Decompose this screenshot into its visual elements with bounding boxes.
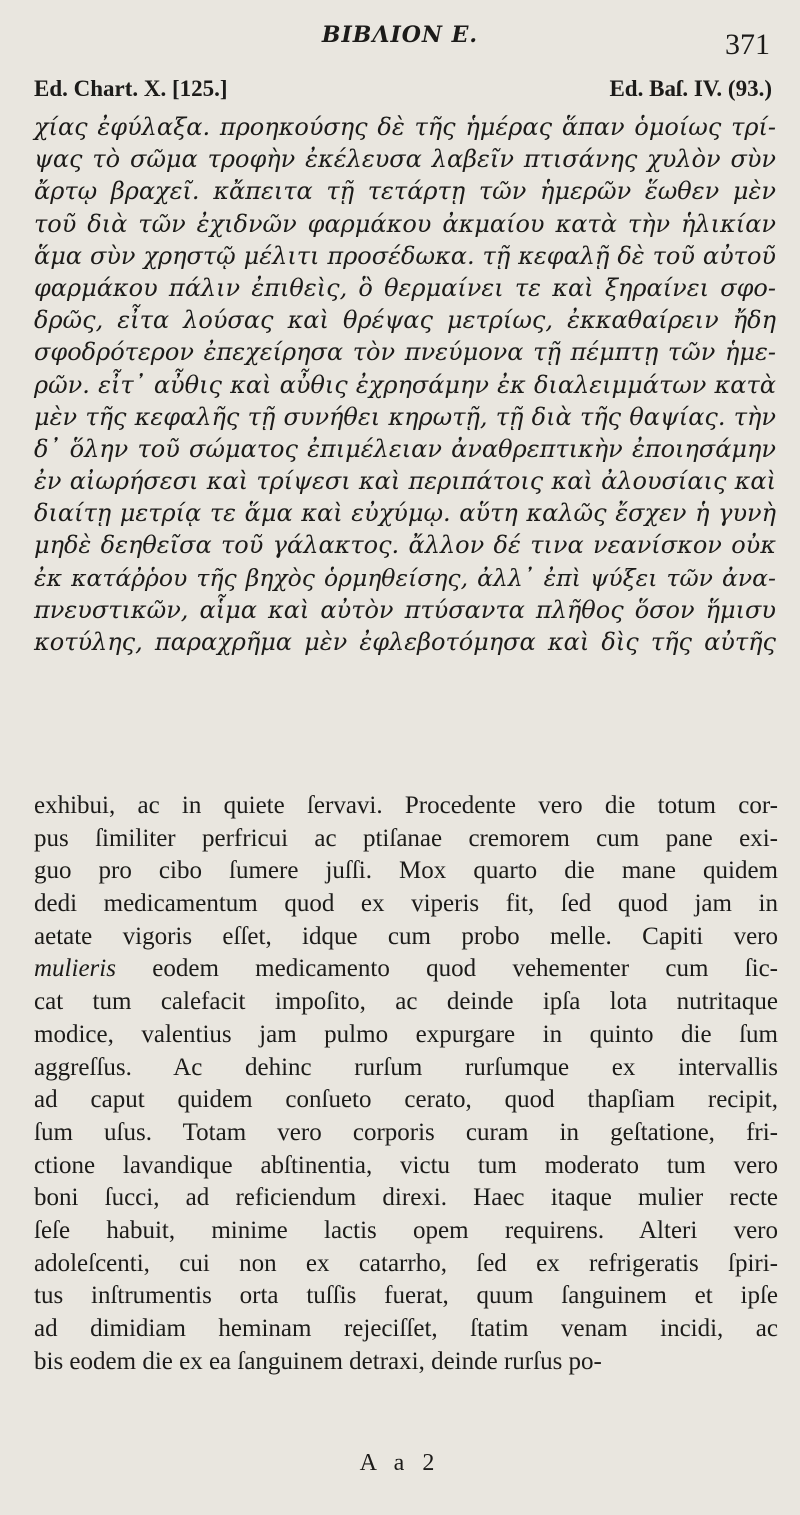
latin-line: ad dimidiam heminam rejeciſſet, ſtatim venam incidi, ac [34,1315,778,1342]
greek-line: ἐν αἰωρήσεσι καὶ τρίψεσι καὶ περιπάτοις καὶ ἀλουσίαις καὶ [34,467,776,496]
greek-line: κοτύλης, παραχρῆμα μὲν ἐφλεβοτόμησα καὶ δὶς τῆς αὐτῆς [34,628,776,656]
greek-line: ἄρτῳ βραχεῖ. κἄπειτα τῇ τετάρτῃ τῶν ἡμερῶν ἕωθεν μὲν [34,177,776,206]
latin-line: tus inſtrumentis orta tuſſis fuerat, quum ſanguinem et ipſe [34,1282,778,1310]
edition-reference-right: Ed. Baſ. IV. (93.) [609,76,772,101]
latin-line: cat tum calefacit impoſito, ac deinde ipſa lota nutritaque [34,988,778,1016]
latin-line: ad caput quidem conſueto cerato, quod thapſiam recipit, [34,1086,778,1114]
edition-reference-left: Ed. Chart. X. [125.] [34,76,228,101]
greek-line: ἐκ κατάῤῥου τῆς βηχὸς ὁρμηθείσης, ἀλλ᾽ ἐπὶ ψύξει τῶν ἀνα- [34,563,776,592]
latin-line: aetate vigoris eſſet, idque cum probo melle. Capiti vero [34,922,778,950]
latin-line: ſum uſus. Totam vero corporis curam in geſtatione, fri- [34,1118,778,1146]
latin-text-block [34,790,778,1378]
latin-line: adoleſcenti, cui non ex catarrho, ſed ex refrigeratis ſpiri- [34,1249,778,1277]
latin-line: guo pro cibo ſumere juſſi. Mox quarto die mane quidem [34,857,778,885]
latin-line: pus ſimiliter perfricui ac ptiſanae cremorem cum pane exi- [34,824,778,852]
greek-line: πνευστικῶν, αἷμα καὶ αὐτὸν πτύσαντα πλῆθος ὅσον ἥμισυ [34,595,776,624]
latin-line: ſeſe habuit, minime lactis opem requirens. Alteri vero [34,1216,778,1244]
page-number: 371 [725,28,770,61]
latin-line: ctione lavandique abſtinentia, victu tum moderato tum vero [34,1151,778,1179]
running-title: ΒΙΒΛΙΟΝ Ε. [321,22,479,48]
greek-line: ἅμα σὺν χρηστῷ μέλιτι προσέδωκα. τῇ κεφαλῇ δὲ τοῦ αὐτοῦ [34,241,776,270]
latin-line: modice, valentius jam pulmo expurgare in quinto die ſum [34,1020,778,1048]
greek-line: μηδὲ δεηθεῖσα τοῦ γάλακτος. ἄλλον δέ τινα νεανίσκον οὐκ [34,531,776,560]
latin-line: dedi medicamentum quod ex viperis fit, ſed quod jam in [34,890,778,918]
italic-word: mulieris [34,955,116,983]
latin-line: exhibui, ac in quiete ſervavi. Procedente vero die totum cor- [34,792,778,819]
greek-line: ρῶν. εἶτ᾽ αὖθις καὶ αὖθις ἐχρησάμην ἐκ διαλειμμάτων κατὰ [34,370,776,399]
greek-line: φαρμάκου πάλιν ἐπιθεὶς, ὃ θερμαίνει τε καὶ ξηραίνει σφο- [34,273,776,302]
greek-line: δ᾽ ὅλην τοῦ σώματος ἐπιμέλειαν ἀναθρεπτικὴν ἐποιησάμην [34,434,776,463]
latin-line: boni ſucci, ad reficiendum direxi. Haec itaque mulier recte [34,1184,778,1212]
greek-line: ψας τὸ σῶμα τροφὴν ἐκέλευσα λαβεῖν πτισάνης χυλὸν σὺν [34,145,776,174]
latin-line-rest: eodem medicamento quod vehementer cum ſic- [152,955,778,983]
latin-line: aggreſſus. Ac dehinc rurſum rurſumque ex intervallis [34,1053,778,1081]
greek-line: τοῦ διὰ τῶν ἐχιδνῶν φαρμάκου ἀκμαίου κατὰ τὴν ἡλικίαν [34,209,776,238]
greek-line: δρῶς, εἶτα λούσας καὶ θρέψας μετρίως, ἐκκαθαίρειν ἤδη [34,306,776,335]
greek-line: χίας ἐφύλαξα. προηκούσης δὲ τῆς ἡμέρας ἅπαν ὁμοίως τρί- [34,113,776,141]
greek-line: μὲν τῆς κεφαλῆς τῇ συνήθει κηρωτῇ, τῇ διὰ τῆς θαψίας. τὴν [34,402,776,431]
signature-mark: A a 2 [359,1450,441,1476]
latin-line [34,953,778,986]
greek-text-block [34,111,776,658]
greek-line: σφοδρότερον ἐπεχείρησα τὸν πνεύμονα τῇ πέμπτῃ τῶν ἡμε- [34,338,776,367]
greek-line: διαίτῃ μετρίᾳ τε ἅμα καὶ εὐχύμῳ. αὕτη καλῶς ἔσχεν ἡ γυνὴ [34,499,776,528]
latin-line: bis eodem die ex ea ſanguinem detraxi, deinde rurſus po- [34,1347,602,1375]
